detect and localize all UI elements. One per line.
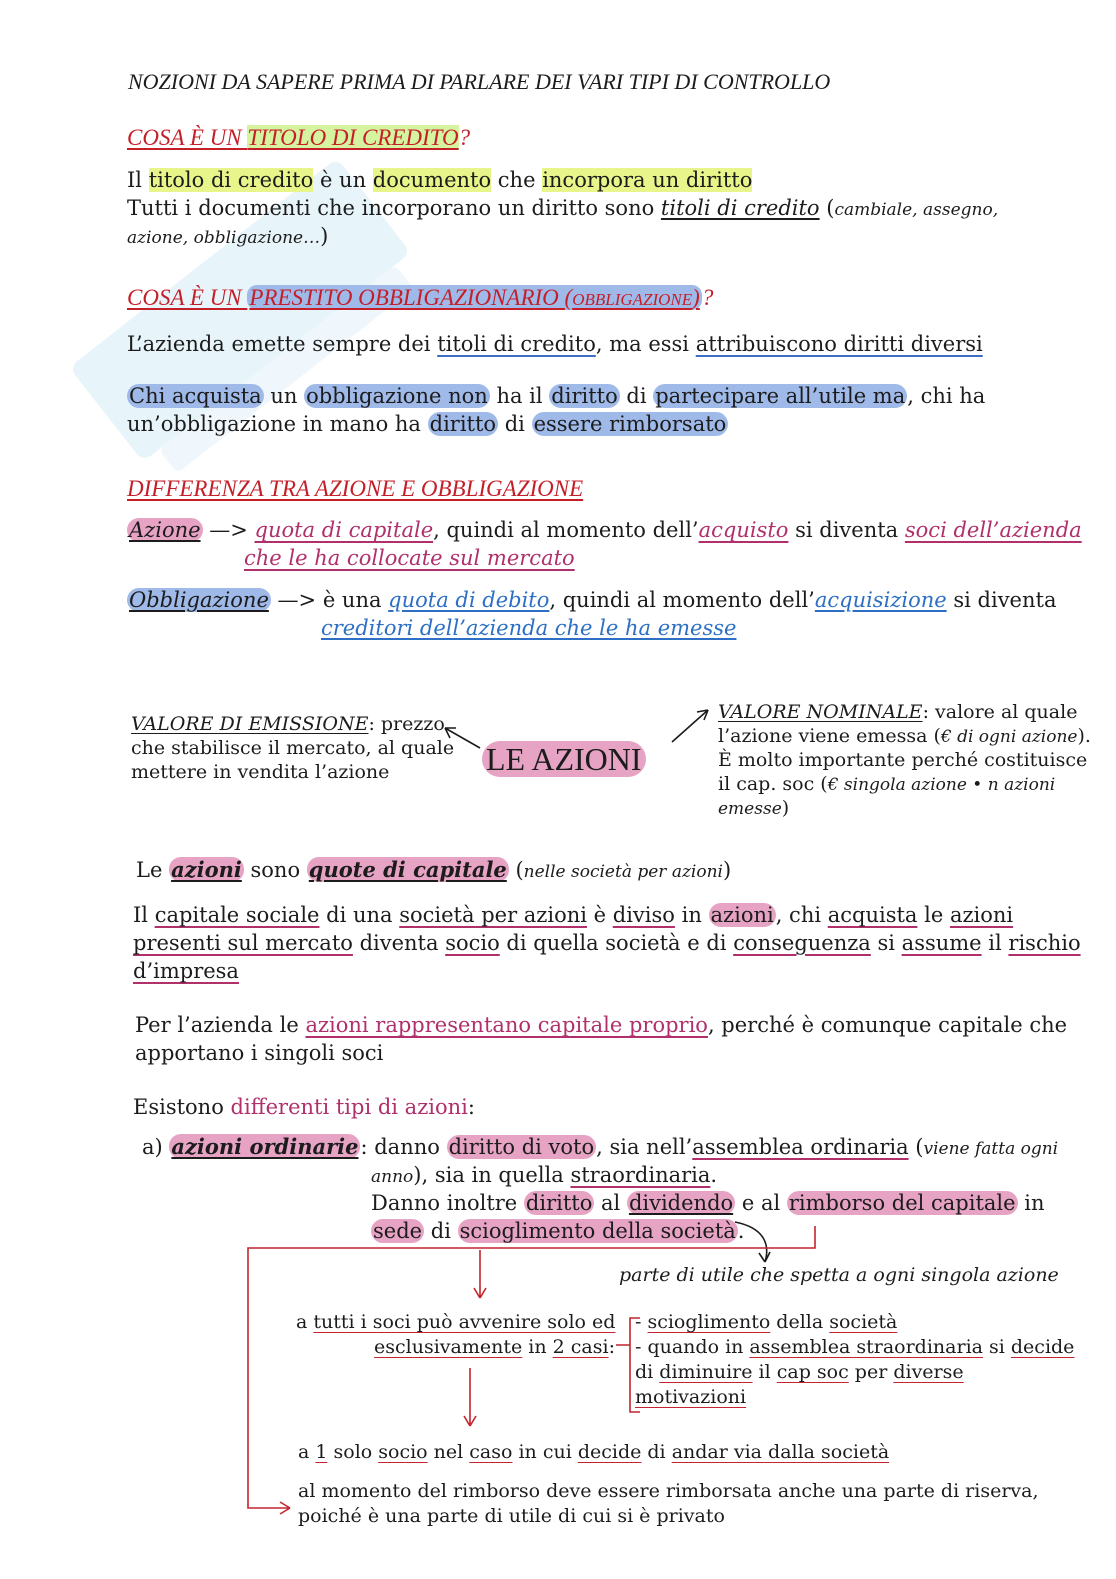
paragraph-line: Tutti i documenti che incorporano un diritto sono titoli di credito (cambiale, assegno, xyxy=(127,196,999,220)
valore-emissione: VALORE DI EMISSIONE: prezzo xyxy=(131,713,445,735)
paragraph-line: Esistono differenti tipi di azioni: xyxy=(133,1095,475,1119)
paragraph-line: sede di scioglimento della società. xyxy=(373,1219,745,1243)
definition-azione: Azione —> quota di capitale, quindi al momento dell’acquisto si diventa soci dell’azienda xyxy=(129,518,1082,542)
bracket-casi xyxy=(616,1318,640,1412)
definition-obbligazione: Obbligazione —> è una quota di debito, quindi al momento dell’acquisizione si diventa xyxy=(129,588,1057,612)
page-title: NOZIONI DA SAPERE PRIMA DI PARLARE DEI VARI TIPI DI CONTROLLO xyxy=(128,69,831,94)
list-item-azioni-ordinarie: a) azioni ordinarie: danno diritto di voto, sia nell’assemblea ordinaria (viene fatta ogni xyxy=(142,1134,1059,1159)
paragraph-line: d’impresa xyxy=(133,959,239,983)
arrow-to-rimborso xyxy=(474,1250,486,1298)
rimborso-line: a tutti i soci può avvenire solo ed xyxy=(296,1311,616,1333)
paragraph-line: L’azienda emette sempre dei titoli di credito, ma essi attribuiscono diritti diversi xyxy=(127,332,983,356)
riserva-line: poiché è una parte di utile di cui si è privato xyxy=(298,1505,725,1527)
valore-nominale-line: l’azione viene emessa (€ di ogni azione). xyxy=(718,725,1091,747)
heading-prestito-obbligazionario: COSA È UN PRESTITO OBBLIGAZIONARIO (OBBLIGAZIONE)? xyxy=(127,285,714,310)
paragraph-line: Il titolo di credito è un documento che incorpora un diritto xyxy=(127,168,753,192)
arrow-to-note xyxy=(735,1222,770,1262)
arrow-to-socio xyxy=(464,1368,476,1426)
riserva-line: al momento del rimborso deve essere rimborsata anche una parte di riserva, xyxy=(298,1480,1039,1502)
valore-nominale-line: emesse) xyxy=(718,797,790,819)
definition-obbligazione-cont: creditori dell’azienda che le ha emesse xyxy=(321,616,737,640)
le-azioni-node: LE AZIONI xyxy=(482,739,646,779)
paragraph-line: Il capitale sociale di una società per azioni è diviso in azioni, chi acquista le azioni xyxy=(133,903,1014,927)
heading-differenza: DIFFERENZA TRA AZIONE E OBBLIGAZIONE xyxy=(127,476,584,501)
valore-nominale-line: È molto importante perché costituisce xyxy=(718,749,1088,771)
case-line: di diminuire il cap soc per diverse xyxy=(635,1361,964,1383)
case-line: - quando in assemblea straordinaria si decide xyxy=(635,1336,1075,1358)
heading-titolo-di-credito: COSA È UN TITOLO DI CREDITO? xyxy=(127,125,471,150)
paragraph-line: presenti sul mercato diventa socio di quella società e di conseguenza si assume il rischio xyxy=(133,931,1081,955)
rimborso-line: esclusivamente in 2 casi: xyxy=(374,1336,615,1358)
valore-emissione-line: mettere in vendita l’azione xyxy=(131,761,390,783)
paragraph-line: Le azioni sono quote di capitale (nelle società per azioni) xyxy=(136,857,732,882)
dividendo-note: parte di utile che spetta a ogni singola azione xyxy=(619,1264,1059,1286)
paragraph-line: Danno inoltre diritto al dividendo e al rimborso del capitale in xyxy=(371,1191,1045,1215)
paragraph-line: Per l’azienda le azioni rappresentano capitale proprio, perché è comunque capitale che xyxy=(135,1013,1068,1037)
paragraph-line: anno), sia in quella straordinaria. xyxy=(371,1163,718,1187)
arrow-to-nominale xyxy=(672,710,708,742)
case-line: motivazioni xyxy=(635,1386,747,1408)
paragraph-line: azione, obbligazione…) xyxy=(127,224,329,248)
case-line: - scioglimento della società xyxy=(635,1311,898,1333)
paragraph-line: un’obbligazione in mano ha diritto di essere rimborsato xyxy=(127,412,727,436)
valore-nominale-line: il cap. soc (€ singola azione • n azioni xyxy=(718,773,1056,795)
arrow-to-emissione xyxy=(445,728,480,748)
connector-rimborso xyxy=(248,1226,815,1514)
valore-emissione-line: che stabilisce il mercato, al quale xyxy=(131,737,455,759)
valore-nominale: VALORE NOMINALE: valore al quale xyxy=(718,701,1078,723)
paragraph-line: Chi acquista un obbligazione non ha il diritto di partecipare all’utile ma, chi ha xyxy=(129,384,986,408)
paragraph-line: apportano i singoli soci xyxy=(135,1041,384,1065)
socio-line: a 1 solo socio nel caso in cui decide di andar via dalla società xyxy=(298,1441,890,1463)
definition-azione-cont: che le ha collocate sul mercato xyxy=(244,546,575,570)
